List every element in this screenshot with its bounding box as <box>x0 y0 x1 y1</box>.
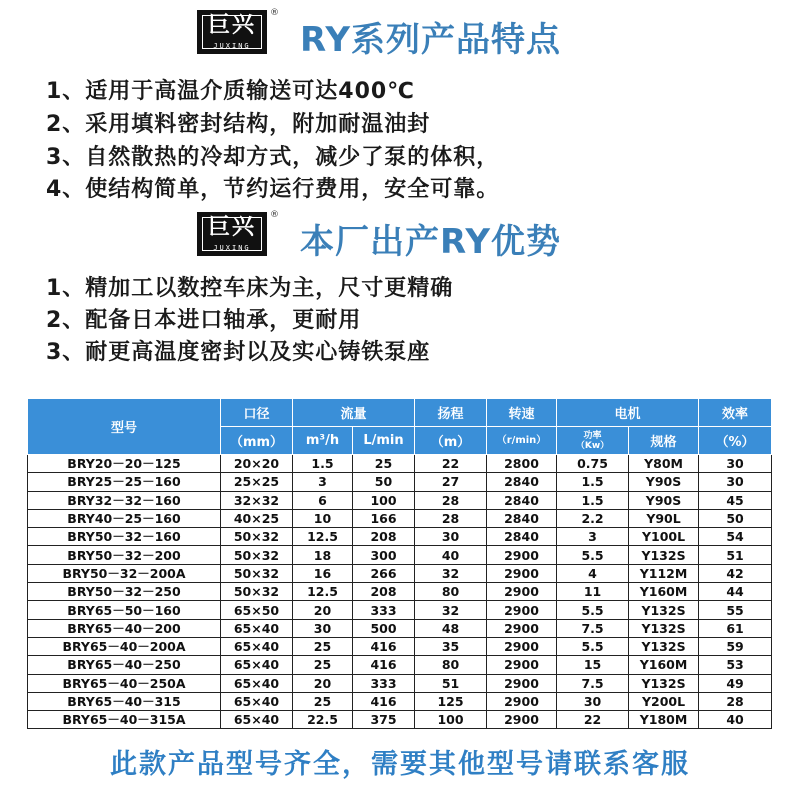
cell-motor-spec: Y90L <box>629 509 699 527</box>
cell-power: 15 <box>557 656 629 674</box>
feature-item: 4、使结构简单，节约运行费用，安全可靠。 <box>46 177 500 202</box>
section1-title: RY系列产品特点 <box>300 20 561 60</box>
feature-item: 2、采用填料密封结构，附加耐温油封 <box>46 112 431 137</box>
table-row <box>28 564 772 582</box>
cell-motor-spec: Y132S <box>629 674 699 692</box>
cell-head: 100 <box>415 711 487 729</box>
cell-diameter: 65×40 <box>221 619 293 637</box>
table-row <box>28 601 772 619</box>
cell-efficiency: 30 <box>699 473 772 491</box>
cell-motor-spec: Y80M <box>629 455 699 473</box>
cell-motor-spec: Y132S <box>629 619 699 637</box>
cell-flow-m3h: 1.5 <box>293 455 353 473</box>
cell-flow-lmin: 50 <box>353 473 415 491</box>
cell-speed: 2900 <box>487 674 557 692</box>
cell-head: 40 <box>415 546 487 564</box>
cell-power: 30 <box>557 692 629 710</box>
cell-efficiency: 45 <box>699 491 772 509</box>
cell-flow-m3h: 22.5 <box>293 711 353 729</box>
table-row <box>28 656 772 674</box>
cell-speed: 2900 <box>487 692 557 710</box>
cell-head: 32 <box>415 564 487 582</box>
table-row <box>28 473 772 491</box>
cell-head: 27 <box>415 473 487 491</box>
cell-model: BRY50－32－250 <box>28 583 221 601</box>
cell-flow-m3h: 3 <box>293 473 353 491</box>
cell-speed: 2840 <box>487 491 557 509</box>
cell-flow-lmin: 25 <box>353 455 415 473</box>
cell-power: 1.5 <box>557 473 629 491</box>
registered-mark: ® <box>270 8 279 18</box>
cell-efficiency: 50 <box>699 509 772 527</box>
cell-head: 22 <box>415 455 487 473</box>
header-efficiency: 效率 <box>699 399 772 427</box>
cell-motor-spec: Y112M <box>629 564 699 582</box>
header-model: 型号 <box>28 399 221 455</box>
cell-power: 2.2 <box>557 509 629 527</box>
cell-speed: 2800 <box>487 455 557 473</box>
cell-motor-spec: Y200L <box>629 692 699 710</box>
cell-power: 5.5 <box>557 601 629 619</box>
logo-text-en: JUXING <box>213 42 251 50</box>
spec-table <box>27 398 772 729</box>
cell-head: 80 <box>415 656 487 674</box>
unit-speed: （r/min） <box>487 427 557 455</box>
cell-flow-m3h: 12.5 <box>293 528 353 546</box>
cell-speed: 2900 <box>487 564 557 582</box>
cell-head: 48 <box>415 619 487 637</box>
table-row <box>28 674 772 692</box>
table-row <box>28 491 772 509</box>
cell-efficiency: 30 <box>699 455 772 473</box>
cell-flow-lmin: 375 <box>353 711 415 729</box>
cell-head: 51 <box>415 674 487 692</box>
table-row <box>28 546 772 564</box>
cell-model: BRY40－25－160 <box>28 509 221 527</box>
cell-flow-lmin: 416 <box>353 637 415 655</box>
feature-item: 3、自然散热的冷却方式，减少了泵的体积， <box>46 145 500 170</box>
table-row <box>28 528 772 546</box>
cell-diameter: 65×50 <box>221 601 293 619</box>
spec-table-body <box>28 455 772 729</box>
cell-motor-spec: Y90S <box>629 491 699 509</box>
cell-head: 28 <box>415 491 487 509</box>
table-row <box>28 637 772 655</box>
cell-model: BRY65－40－200A <box>28 637 221 655</box>
cell-motor-spec: Y180M <box>629 711 699 729</box>
table-row <box>28 619 772 637</box>
cell-head: 30 <box>415 528 487 546</box>
cell-model: BRY65－50－160 <box>28 601 221 619</box>
brand-logo <box>197 212 267 256</box>
footer-note: 此款产品型号齐全，需要其他型号请联系客服 <box>110 749 690 780</box>
cell-diameter: 65×40 <box>221 711 293 729</box>
cell-model: BRY20－20－125 <box>28 455 221 473</box>
table-row <box>28 692 772 710</box>
brand-logo <box>197 10 267 54</box>
cell-power: 4 <box>557 564 629 582</box>
cell-flow-m3h: 6 <box>293 491 353 509</box>
cell-head: 125 <box>415 692 487 710</box>
unit-spec: 规格 <box>629 427 699 455</box>
cell-flow-lmin: 500 <box>353 619 415 637</box>
cell-diameter: 50×32 <box>221 583 293 601</box>
table-row <box>28 583 772 601</box>
cell-diameter: 32×32 <box>221 491 293 509</box>
cell-efficiency: 49 <box>699 674 772 692</box>
cell-model: BRY50－32－200 <box>28 546 221 564</box>
cell-head: 28 <box>415 509 487 527</box>
cell-model: BRY65－40－250A <box>28 674 221 692</box>
logo-text-cn: 巨兴 <box>207 215 256 240</box>
cell-flow-lmin: 208 <box>353 528 415 546</box>
cell-power: 5.5 <box>557 637 629 655</box>
logo-text-cn: 巨兴 <box>207 13 256 38</box>
feature-item: 1、适用于高温介质输送可达400℃ <box>46 79 415 104</box>
cell-head: 35 <box>415 637 487 655</box>
unit-flow-m3h: m³/h <box>293 427 353 455</box>
cell-speed: 2900 <box>487 546 557 564</box>
unit-flow-lmin: L/min <box>353 427 415 455</box>
cell-flow-lmin: 100 <box>353 491 415 509</box>
cell-flow-lmin: 166 <box>353 509 415 527</box>
cell-diameter: 25×25 <box>221 473 293 491</box>
cell-speed: 2900 <box>487 637 557 655</box>
cell-flow-lmin: 300 <box>353 546 415 564</box>
unit-power: 功率 （Kw） <box>557 427 629 455</box>
cell-model: BRY50－32－160 <box>28 528 221 546</box>
cell-flow-lmin: 333 <box>353 601 415 619</box>
cell-efficiency: 61 <box>699 619 772 637</box>
cell-diameter: 65×40 <box>221 637 293 655</box>
cell-model: BRY65－40－250 <box>28 656 221 674</box>
header-speed: 转速 <box>487 399 557 427</box>
cell-head: 32 <box>415 601 487 619</box>
cell-speed: 2900 <box>487 601 557 619</box>
cell-efficiency: 28 <box>699 692 772 710</box>
cell-power: 11 <box>557 583 629 601</box>
cell-motor-spec: Y132S <box>629 546 699 564</box>
cell-model: BRY50－32－200A <box>28 564 221 582</box>
cell-speed: 2900 <box>487 711 557 729</box>
unit-efficiency: （%） <box>699 427 772 455</box>
cell-diameter: 50×32 <box>221 546 293 564</box>
cell-flow-lmin: 416 <box>353 692 415 710</box>
cell-model: BRY65－40－315A <box>28 711 221 729</box>
cell-diameter: 65×40 <box>221 674 293 692</box>
cell-flow-m3h: 10 <box>293 509 353 527</box>
cell-flow-m3h: 25 <box>293 656 353 674</box>
cell-flow-lmin: 208 <box>353 583 415 601</box>
cell-speed: 2840 <box>487 528 557 546</box>
logo-text-en: JUXING <box>213 244 251 252</box>
cell-speed: 2900 <box>487 656 557 674</box>
cell-head: 80 <box>415 583 487 601</box>
cell-motor-spec: Y160M <box>629 656 699 674</box>
cell-motor-spec: Y132S <box>629 637 699 655</box>
cell-diameter: 65×40 <box>221 656 293 674</box>
cell-power: 7.5 <box>557 674 629 692</box>
cell-efficiency: 44 <box>699 583 772 601</box>
cell-motor-spec: Y90S <box>629 473 699 491</box>
table-row <box>28 509 772 527</box>
cell-motor-spec: Y100L <box>629 528 699 546</box>
cell-motor-spec: Y132S <box>629 601 699 619</box>
cell-efficiency: 42 <box>699 564 772 582</box>
cell-flow-m3h: 18 <box>293 546 353 564</box>
cell-efficiency: 55 <box>699 601 772 619</box>
cell-power: 0.75 <box>557 455 629 473</box>
cell-diameter: 20×20 <box>221 455 293 473</box>
cell-efficiency: 53 <box>699 656 772 674</box>
advantage-item: 1、精加工以数控车床为主，尺寸更精确 <box>46 276 454 301</box>
cell-speed: 2900 <box>487 619 557 637</box>
cell-power: 7.5 <box>557 619 629 637</box>
cell-diameter: 50×32 <box>221 528 293 546</box>
cell-flow-lmin: 333 <box>353 674 415 692</box>
unit-head: （m） <box>415 427 487 455</box>
cell-power: 5.5 <box>557 546 629 564</box>
cell-model: BRY25－25－160 <box>28 473 221 491</box>
table-row <box>28 455 772 473</box>
cell-speed: 2900 <box>487 583 557 601</box>
header-diameter: 口径 <box>221 399 293 427</box>
cell-power: 1.5 <box>557 491 629 509</box>
header-motor: 电机 <box>557 399 699 427</box>
cell-power: 3 <box>557 528 629 546</box>
section2-title: 本厂出产RY优势 <box>300 222 561 262</box>
cell-efficiency: 51 <box>699 546 772 564</box>
unit-diameter: （mm） <box>221 427 293 455</box>
cell-flow-m3h: 20 <box>293 674 353 692</box>
header-flow: 流量 <box>293 399 415 427</box>
cell-diameter: 50×32 <box>221 564 293 582</box>
cell-efficiency: 40 <box>699 711 772 729</box>
cell-speed: 2840 <box>487 509 557 527</box>
cell-flow-m3h: 30 <box>293 619 353 637</box>
cell-efficiency: 59 <box>699 637 772 655</box>
cell-motor-spec: Y160M <box>629 583 699 601</box>
cell-model: BRY32－32－160 <box>28 491 221 509</box>
cell-flow-m3h: 12.5 <box>293 583 353 601</box>
cell-flow-m3h: 25 <box>293 637 353 655</box>
cell-flow-m3h: 16 <box>293 564 353 582</box>
cell-model: BRY65－40－200 <box>28 619 221 637</box>
advantage-item: 3、耐更高温度密封以及实心铸铁泵座 <box>46 340 431 365</box>
cell-efficiency: 54 <box>699 528 772 546</box>
cell-flow-lmin: 416 <box>353 656 415 674</box>
registered-mark: ® <box>270 210 279 220</box>
cell-flow-lmin: 266 <box>353 564 415 582</box>
advantage-item: 2、配备日本进口轴承，更耐用 <box>46 308 362 333</box>
cell-speed: 2840 <box>487 473 557 491</box>
cell-model: BRY65－40－315 <box>28 692 221 710</box>
cell-diameter: 40×25 <box>221 509 293 527</box>
cell-diameter: 65×40 <box>221 692 293 710</box>
cell-flow-m3h: 20 <box>293 601 353 619</box>
cell-flow-m3h: 25 <box>293 692 353 710</box>
cell-power: 22 <box>557 711 629 729</box>
header-head: 扬程 <box>415 399 487 427</box>
table-row <box>28 711 772 729</box>
